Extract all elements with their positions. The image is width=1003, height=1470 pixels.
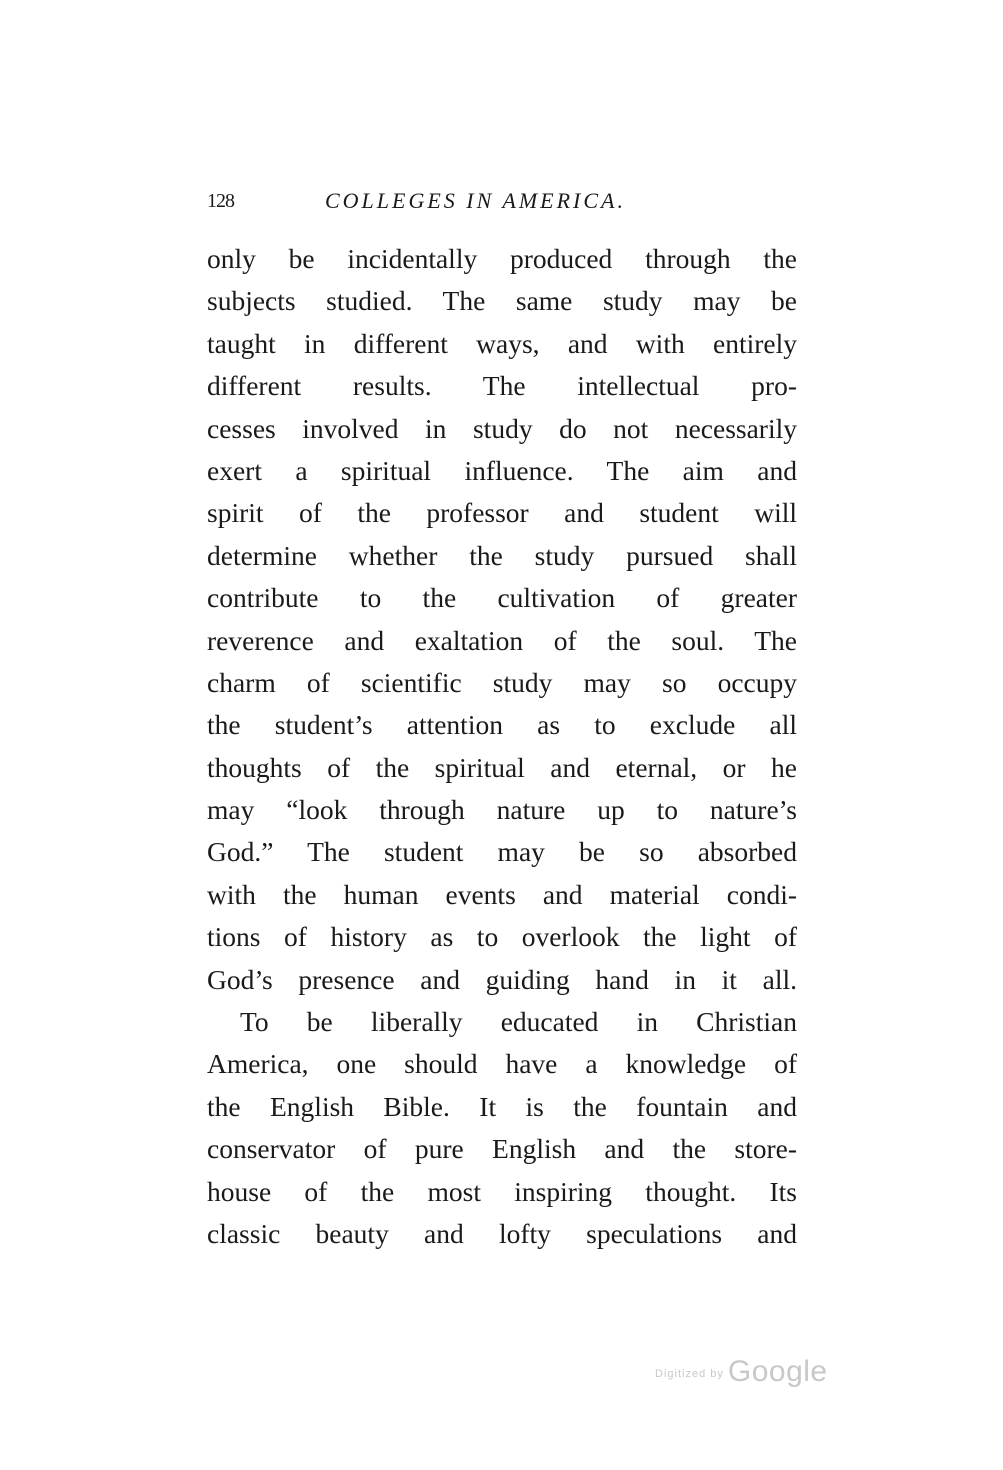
body-text — [207, 238, 797, 1255]
text-line: the English Bible. It is the fountain and — [207, 1090, 797, 1122]
text-line: classic beauty and lofty speculations and — [207, 1217, 797, 1249]
paragraph-start-line: To be liberally educated in Christian — [240, 1006, 797, 1038]
text-line: different results. The intellectual pro- — [207, 370, 797, 402]
text-line: taught in different ways, and with entirely — [207, 327, 797, 359]
digitized-by-google-watermark — [655, 1355, 828, 1389]
text-line: reverence and exaltation of the soul. The — [207, 624, 797, 656]
text-line: charm of scientific study may so occupy — [207, 666, 797, 698]
text-line: conservator of pure English and the store- — [207, 1133, 797, 1165]
text-line: spirit of the professor and student will — [207, 497, 797, 529]
text-line: exert a spiritual influence. The aim and — [207, 454, 797, 486]
text-line: cesses involved in study do not necessarily — [207, 412, 797, 444]
text-line: America, one should have a knowledge of — [207, 1048, 797, 1080]
google-logo: Google — [727, 1355, 828, 1388]
text-line: contribute to the cultivation of greater — [207, 582, 797, 614]
text-line: subjects studied. The same study may be — [207, 285, 797, 317]
text-line: thoughts of the spiritual and eternal, or he — [207, 751, 797, 783]
text-line: with the human events and material condi- — [207, 878, 797, 910]
running-head — [207, 186, 797, 216]
text-line: God.” The student may be so absorbed — [207, 836, 797, 868]
watermark-prefix: Digitized by — [655, 1368, 724, 1380]
page-number: 128 — [207, 190, 234, 212]
text-line: house of the most inspiring thought. Its — [207, 1175, 797, 1207]
paragraph-end-line: God’s presence and guiding hand in it all. — [207, 963, 797, 995]
text-line: determine whether the study pursued shall — [207, 539, 797, 571]
text-line: the student’s attention as to exclude all — [207, 709, 797, 741]
text-line: may “look through nature up to nature’s — [207, 794, 797, 826]
text-line: only be incidentally produced through the — [207, 243, 797, 274]
text-line: tions of history as to overlook the light of — [207, 921, 797, 953]
running-title: COLLEGES IN AMERICA. — [325, 188, 626, 213]
